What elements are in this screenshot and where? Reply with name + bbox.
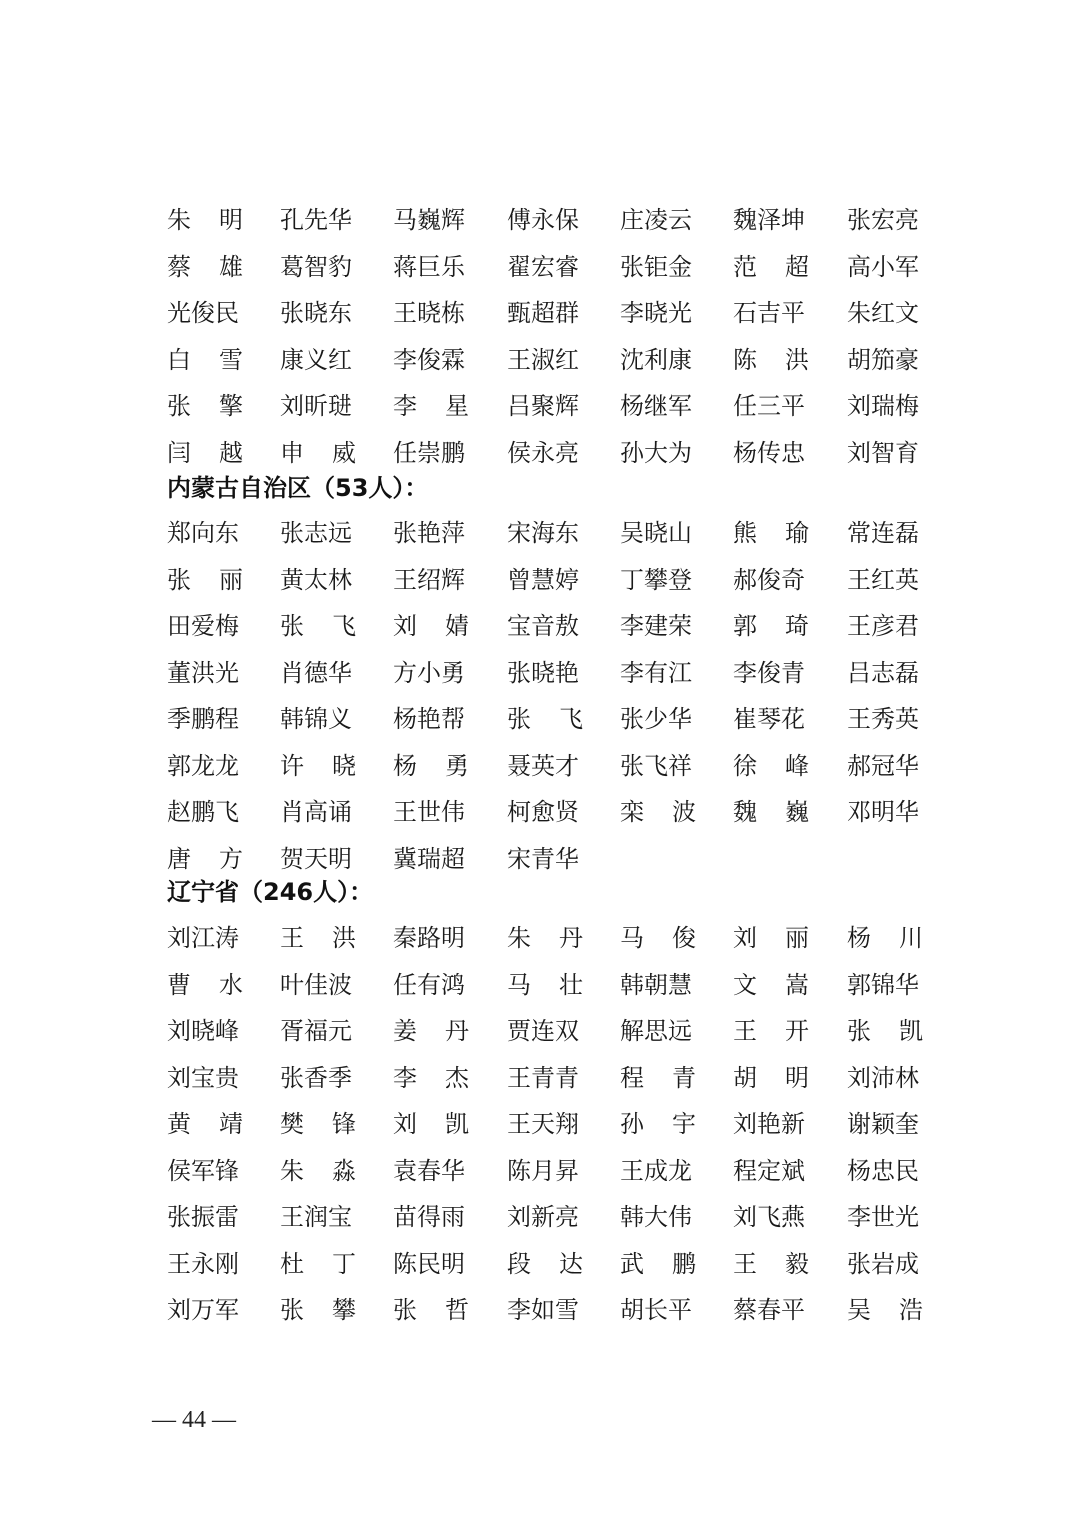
person-name: 韩 朝 慧	[620, 970, 692, 999]
person-name: 刘 智 育	[847, 438, 919, 467]
person-name: 白 雪	[167, 345, 243, 374]
name-row	[167, 340, 927, 380]
person-name: 吴 浩	[847, 1296, 923, 1324]
person-name: 闫 越	[167, 438, 243, 467]
person-name: 李 星	[393, 392, 469, 420]
person-name: 张 振 雷	[167, 1203, 239, 1231]
person-name: 刘 飞 燕	[733, 1203, 805, 1231]
person-name: 李 俊 青	[733, 658, 805, 687]
person-name: 段 达	[507, 1249, 583, 1278]
name-row	[167, 746, 927, 786]
person-name: 马 巍 辉	[393, 206, 465, 234]
person-name: 宋 青 华	[507, 844, 579, 873]
person-name: 刘 江 涛	[167, 924, 239, 952]
person-name: 朱 明	[167, 206, 243, 234]
person-name: 刘 艳 新	[733, 1110, 805, 1138]
name-row	[167, 653, 927, 693]
person-name: 李 有 江	[620, 658, 692, 687]
person-name: 胡 笳 豪	[847, 345, 919, 374]
person-name: 郭 琦	[733, 612, 809, 640]
person-name: 郝 冠 华	[847, 751, 919, 780]
person-name: 张 晓 艳	[507, 658, 579, 687]
person-name: 丁 攀 登	[620, 565, 692, 594]
person-name: 任 有 鸿	[393, 970, 465, 999]
person-name: 刘 晓 峰	[167, 1017, 239, 1045]
person-name: 王 开	[733, 1017, 809, 1045]
person-name: 王 洪	[280, 924, 356, 952]
person-name: 王 润 宝	[280, 1203, 352, 1231]
name-row	[167, 918, 927, 958]
person-name: 胥 福 元	[280, 1017, 352, 1045]
person-name: 吕 聚 辉	[507, 392, 579, 420]
person-name: 石 吉 平	[733, 299, 805, 327]
person-name: 崔 琴 花	[733, 705, 805, 733]
name-row	[167, 433, 927, 473]
person-name: 范 超	[733, 252, 809, 281]
person-name: 张 飞 祥	[620, 751, 692, 780]
person-name: 张 凯	[847, 1017, 923, 1045]
person-name: 谢 颖 奎	[847, 1110, 919, 1138]
person-name: 任 三 平	[733, 392, 805, 420]
person-name: 刘 昕 琎	[280, 392, 352, 420]
name-row	[167, 560, 927, 600]
person-name: 杨 艳 帮	[393, 705, 465, 733]
person-name: 张 岩 成	[847, 1249, 919, 1278]
person-name: 甄 超 群	[507, 299, 579, 327]
person-name: 王 毅	[733, 1249, 809, 1278]
person-name: 陈 民 明	[393, 1249, 465, 1278]
person-name: 宝 音 敖	[507, 612, 579, 640]
person-name: 袁 春 华	[393, 1156, 465, 1185]
name-row	[167, 1011, 927, 1051]
person-name: 张 志 远	[280, 519, 352, 547]
person-name: 杨 继 军	[620, 392, 692, 420]
person-name: 杜 丁	[280, 1249, 356, 1278]
person-name: 刘 万 军	[167, 1296, 239, 1324]
person-name: 李 如 雪	[507, 1296, 579, 1324]
person-name: 李 建 荣	[620, 612, 692, 640]
person-name: 胡 明	[733, 1063, 809, 1092]
person-name: 肖 高 诵	[280, 798, 352, 826]
person-name: 熊 瑜	[733, 519, 809, 547]
person-name: 王 彦 君	[847, 612, 919, 640]
person-name: 蔡 春 平	[733, 1296, 805, 1324]
person-name: 唐 方	[167, 844, 243, 873]
person-name: 王 天 翔	[507, 1110, 579, 1138]
person-name: 黄 靖	[167, 1110, 243, 1138]
name-row	[167, 1197, 927, 1237]
person-name: 沈 利 康	[620, 345, 692, 374]
person-name: 王 红 英	[847, 565, 919, 594]
person-name: 申 威	[280, 438, 356, 467]
person-name: 柯 愈 贤	[507, 798, 579, 826]
person-name: 李 杰	[393, 1063, 469, 1092]
page-number: — 44 —	[152, 1407, 236, 1433]
person-name: 陈 月 昇	[507, 1156, 579, 1185]
name-row	[167, 1244, 927, 1284]
person-name: 张 攀	[280, 1296, 356, 1324]
person-name: 张 晓 东	[280, 299, 352, 327]
person-name: 张 香 季	[280, 1063, 352, 1092]
person-name: 武 鹏	[620, 1249, 696, 1278]
person-name: 郭 锦 华	[847, 970, 919, 999]
person-name: 张 宏 亮	[847, 206, 919, 234]
person-name: 吴 晓 山	[620, 519, 692, 547]
person-name: 刘 宝 贵	[167, 1063, 239, 1092]
person-name: 光 俊 民	[167, 299, 239, 327]
person-name: 魏 泽 坤	[733, 206, 805, 234]
person-name: 曹 水	[167, 970, 243, 999]
name-row	[167, 965, 927, 1005]
person-name: 贺 天 明	[280, 844, 352, 873]
person-name: 杨 勇	[393, 751, 469, 780]
person-name: 王 秀 英	[847, 705, 919, 733]
person-name: 翟 宏 睿	[507, 252, 579, 281]
person-name: 李 俊 霖	[393, 345, 465, 374]
section-heading: 内蒙古自治区（53人）：	[167, 474, 429, 502]
person-name: 刘 新 亮	[507, 1203, 579, 1231]
person-name: 张 飞	[280, 612, 356, 640]
person-name: 许 晓	[280, 751, 356, 780]
person-name: 姜 丹	[393, 1017, 469, 1045]
person-name: 庄 凌 云	[620, 206, 692, 234]
person-name: 王 绍 辉	[393, 565, 465, 594]
person-name: 赵 鹏 飞	[167, 798, 239, 826]
person-name: 程 定 斌	[733, 1156, 805, 1185]
person-name: 傅 永 保	[507, 206, 579, 234]
person-name: 刘 凯	[393, 1110, 469, 1138]
person-name: 韩 锦 义	[280, 705, 352, 733]
person-name: 胡 长 平	[620, 1296, 692, 1324]
person-name: 董 洪 光	[167, 658, 239, 687]
person-name: 张 飞	[507, 705, 583, 733]
person-name: 魏 巍	[733, 798, 809, 826]
person-name: 吕 志 磊	[847, 658, 919, 687]
name-row	[167, 606, 927, 646]
person-name: 蔡 雄	[167, 252, 243, 281]
person-name: 任 崇 鹏	[393, 438, 465, 467]
person-name: 聂 英 才	[507, 751, 579, 780]
person-name: 朱 淼	[280, 1156, 356, 1185]
person-name: 解 思 远	[620, 1017, 692, 1045]
person-name: 樊 锋	[280, 1110, 356, 1138]
name-row	[167, 1104, 927, 1144]
person-name: 叶 佳 波	[280, 970, 352, 999]
person-name: 杨 传 忠	[733, 438, 805, 467]
person-name: 孙 大 为	[620, 438, 692, 467]
name-row	[167, 247, 927, 287]
person-name: 郑 向 东	[167, 519, 239, 547]
person-name: 秦 路 明	[393, 924, 465, 952]
person-name: 杨 川	[847, 924, 923, 952]
person-name: 邓 明 华	[847, 798, 919, 826]
person-name: 张 擎	[167, 392, 243, 420]
person-name: 张 艳 萍	[393, 519, 465, 547]
person-name: 康 义 红	[280, 345, 352, 374]
person-name: 朱 丹	[507, 924, 583, 952]
person-name: 马 俊	[620, 924, 696, 952]
person-name: 李 世 光	[847, 1203, 919, 1231]
name-row	[167, 1151, 927, 1191]
person-name: 宋 海 东	[507, 519, 579, 547]
person-name: 刘 沛 林	[847, 1063, 919, 1092]
person-name: 贾 连 双	[507, 1017, 579, 1045]
person-name: 孔 先 华	[280, 206, 352, 234]
person-name: 文 嵩	[733, 970, 809, 999]
person-name: 郝 俊 奇	[733, 565, 805, 594]
name-row	[167, 200, 927, 240]
person-name: 王 淑 红	[507, 345, 579, 374]
person-name: 曾 慧 婷	[507, 565, 579, 594]
name-row	[167, 513, 927, 553]
person-name: 季 鹏 程	[167, 705, 239, 733]
person-name: 朱 红 文	[847, 299, 919, 327]
person-name: 张 少 华	[620, 705, 692, 733]
person-name: 蒋 巨 乐	[393, 252, 465, 281]
person-name: 刘 婧	[393, 612, 469, 640]
name-row	[167, 1058, 927, 1098]
person-name: 黄 太 林	[280, 565, 352, 594]
name-row	[167, 293, 927, 333]
person-name: 李 晓 光	[620, 299, 692, 327]
person-name: 张 钜 金	[620, 252, 692, 281]
person-name: 韩 大 伟	[620, 1203, 692, 1231]
person-name: 王 世 伟	[393, 798, 465, 826]
person-name: 王 永 刚	[167, 1249, 239, 1278]
name-row	[167, 386, 927, 426]
person-name: 侯 永 亮	[507, 438, 579, 467]
person-name: 刘 瑞 梅	[847, 392, 919, 420]
person-name: 王 成 龙	[620, 1156, 692, 1185]
section-heading: 辽宁省（246人）：	[167, 878, 374, 906]
person-name: 张 哲	[393, 1296, 469, 1324]
person-name: 方 小 勇	[393, 658, 465, 687]
person-name: 冀 瑞 超	[393, 844, 465, 873]
person-name: 杨 忠 民	[847, 1156, 919, 1185]
person-name: 侯 军 锋	[167, 1156, 239, 1185]
person-name: 陈 洪	[733, 345, 809, 374]
name-row	[167, 699, 927, 739]
person-name: 程 青	[620, 1063, 696, 1092]
person-name: 郭 龙 龙	[167, 751, 239, 780]
person-name: 栾 波	[620, 798, 696, 826]
name-row	[167, 1290, 927, 1330]
person-name: 张 丽	[167, 565, 243, 594]
person-name: 刘 丽	[733, 924, 809, 952]
name-row	[167, 792, 927, 832]
person-name: 肖 德 华	[280, 658, 352, 687]
person-name: 王 晓 栋	[393, 299, 465, 327]
person-name: 王 青 青	[507, 1063, 579, 1092]
person-name: 徐 峰	[733, 751, 809, 780]
person-name: 孙 宇	[620, 1110, 696, 1138]
person-name: 马 壮	[507, 970, 583, 999]
person-name: 高 小 军	[847, 252, 919, 281]
person-name: 葛 智 豹	[280, 252, 352, 281]
person-name: 常 连 磊	[847, 519, 919, 547]
person-name: 田 爱 梅	[167, 612, 239, 640]
person-name: 苗 得 雨	[393, 1203, 465, 1231]
